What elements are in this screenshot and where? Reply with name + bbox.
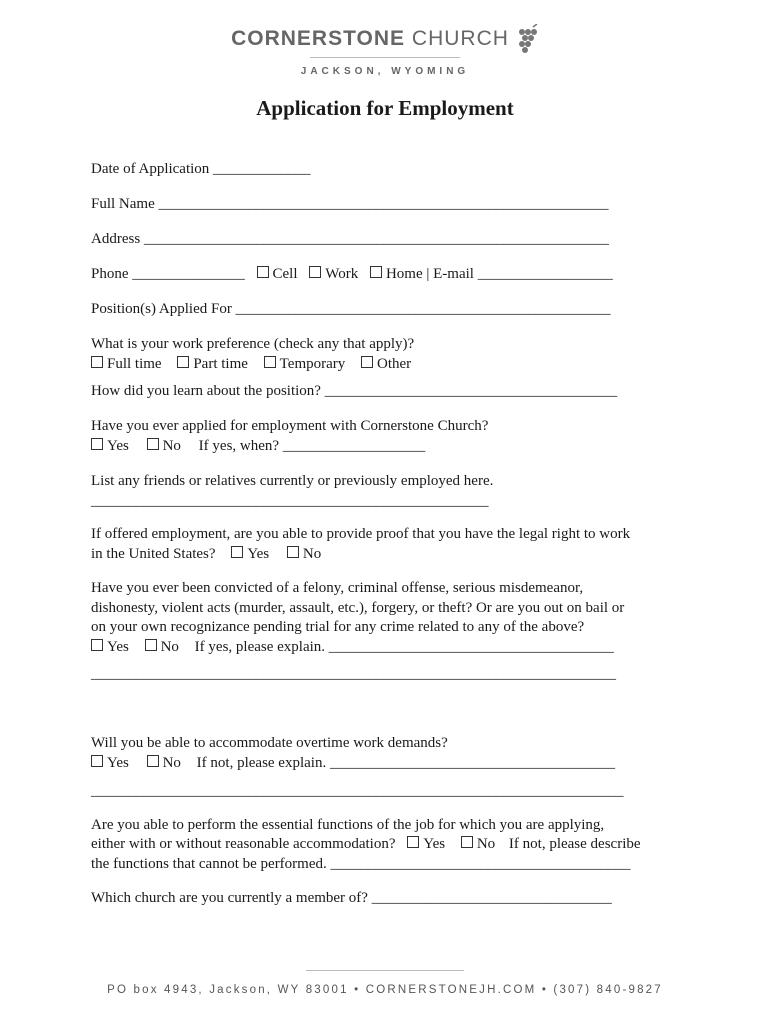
part-time-label: Part time — [193, 356, 248, 372]
work-checkbox[interactable] — [309, 266, 321, 278]
felony-no-label: No — [160, 639, 179, 655]
church-location: JACKSON, WYOMING — [300, 66, 470, 77]
overtime-yes-label: Yes — [107, 755, 129, 771]
applied-no-label: No — [162, 438, 181, 454]
overtime-question: Will you be able to accommodate overtime work demands? — [91, 735, 448, 751]
felony-yes-checkbox[interactable] — [91, 639, 103, 651]
friends-question: List any friends or relatives currently or previously employed here. — [91, 473, 494, 489]
overtime-explain-blank[interactable]: _______________________________________________________________________ — [91, 783, 624, 799]
legal-yes-checkbox[interactable] — [231, 546, 243, 558]
overtime-yes-checkbox[interactable] — [91, 755, 103, 767]
church-logo — [0, 24, 770, 54]
functions-no-label: No — [476, 836, 496, 852]
temporary-label: Temporary — [279, 356, 346, 372]
functions-question-line1: Are you able to perform the essential functions of the job for which you are applying, — [91, 817, 605, 833]
functions-question-text: either with or without reasonable accommodation? — [91, 836, 396, 852]
friends-field[interactable]: _____________________________________________________ — [91, 493, 489, 509]
applied-yes-checkbox[interactable] — [91, 438, 103, 450]
email-field[interactable]: | E-mail __________________ — [426, 266, 613, 282]
felony-yes-label: Yes — [107, 639, 129, 655]
phone-field[interactable]: Phone _______________ — [91, 266, 245, 282]
part-time-checkbox[interactable] — [177, 356, 189, 368]
functions-no-checkbox[interactable] — [461, 836, 473, 848]
address-field[interactable]: Address ______________________________________________________________ — [91, 231, 609, 247]
overtime-no-label: No — [162, 755, 181, 771]
overtime-explain-field[interactable]: If not, please explain. ______________________________________ — [196, 755, 615, 771]
felony-no-checkbox[interactable] — [145, 639, 157, 651]
felony-explain-field[interactable]: If yes, please explain. ______________________________________ — [194, 639, 614, 655]
overtime-answers — [91, 753, 615, 773]
work-preference-question: What is your work preference (check any that apply)? — [91, 336, 415, 352]
date-of-application-field[interactable]: Date of Application _____________ — [91, 161, 311, 177]
home-label: Home — [385, 266, 423, 282]
cell-checkbox[interactable] — [257, 266, 269, 278]
functions-yes-label: Yes — [423, 836, 446, 852]
applied-before-question: Have you ever applied for employment with Cornerstone Church? — [91, 418, 489, 434]
applied-yes-label: Yes — [107, 438, 129, 454]
legal-question-text: in the United States? — [91, 546, 216, 562]
logo-bold-text: CORNERSTONE — [231, 27, 406, 50]
full-name-field[interactable]: Full Name ____________________________________________________________ — [91, 196, 609, 212]
felony-question-line1: Have you ever been convicted of a felony, criminal offense, serious misdemeanor, — [91, 580, 584, 596]
legal-yes-label: Yes — [247, 546, 270, 562]
page-title: Application for Employment — [256, 96, 514, 120]
legal-question-line1: If offered employment, are you able to provide proof that you have the legal right to work — [91, 526, 631, 542]
temporary-checkbox[interactable] — [264, 356, 276, 368]
legal-question-line2 — [91, 544, 321, 564]
church-name — [231, 27, 509, 51]
felony-question-line2: dishonesty, violent acts (murder, assault, etc.), forgery, or theft? Or are you out on bail or — [91, 600, 625, 616]
letterhead — [0, 24, 770, 77]
church-membership-field[interactable]: Which church are you currently a member of? ________________________________ — [91, 890, 612, 906]
work-label: Work — [325, 266, 359, 282]
full-time-label: Full time — [107, 356, 162, 372]
functions-question-line2 — [91, 834, 641, 854]
functions-describe-field[interactable]: the functions that cannot be performed. ________________________________________ — [91, 856, 631, 872]
applied-no-checkbox[interactable] — [147, 438, 159, 450]
applied-when-field[interactable]: If yes, when? ___________________ — [198, 438, 426, 454]
legal-no-checkbox[interactable] — [287, 546, 299, 558]
felony-explain-blank[interactable]: ______________________________________________________________________ — [91, 666, 616, 682]
logo-light-text: CHURCH — [411, 27, 509, 50]
legal-no-label: No — [302, 546, 322, 562]
functions-describe-text: If not, please describe — [508, 836, 641, 852]
home-checkbox[interactable] — [370, 266, 382, 278]
positions-field[interactable]: Position(s) Applied For __________________________________________________ — [91, 301, 611, 317]
full-time-checkbox[interactable] — [91, 356, 103, 368]
work-preference-options — [91, 354, 411, 374]
functions-yes-checkbox[interactable] — [407, 836, 419, 848]
grapes-icon — [517, 24, 539, 54]
learn-about-field[interactable]: How did you learn about the position? _______________________________________ — [91, 383, 618, 399]
other-label: Other — [377, 356, 412, 372]
overtime-no-checkbox[interactable] — [147, 755, 159, 767]
applied-before-answers — [91, 436, 425, 456]
logo-divider — [310, 57, 460, 58]
felony-question-line3: on your own recognizance pending trial for any crime related to any of the above? — [91, 619, 585, 635]
phone-row — [91, 264, 613, 284]
footer-divider — [306, 970, 464, 971]
cell-label: Cell — [272, 266, 298, 282]
other-checkbox[interactable] — [361, 356, 373, 368]
footer-contact: PO box 4943, Jackson, WY 83001 • CORNERSTONEJH.COM • (307) 840-9827 — [107, 984, 663, 996]
felony-answers — [91, 637, 614, 657]
